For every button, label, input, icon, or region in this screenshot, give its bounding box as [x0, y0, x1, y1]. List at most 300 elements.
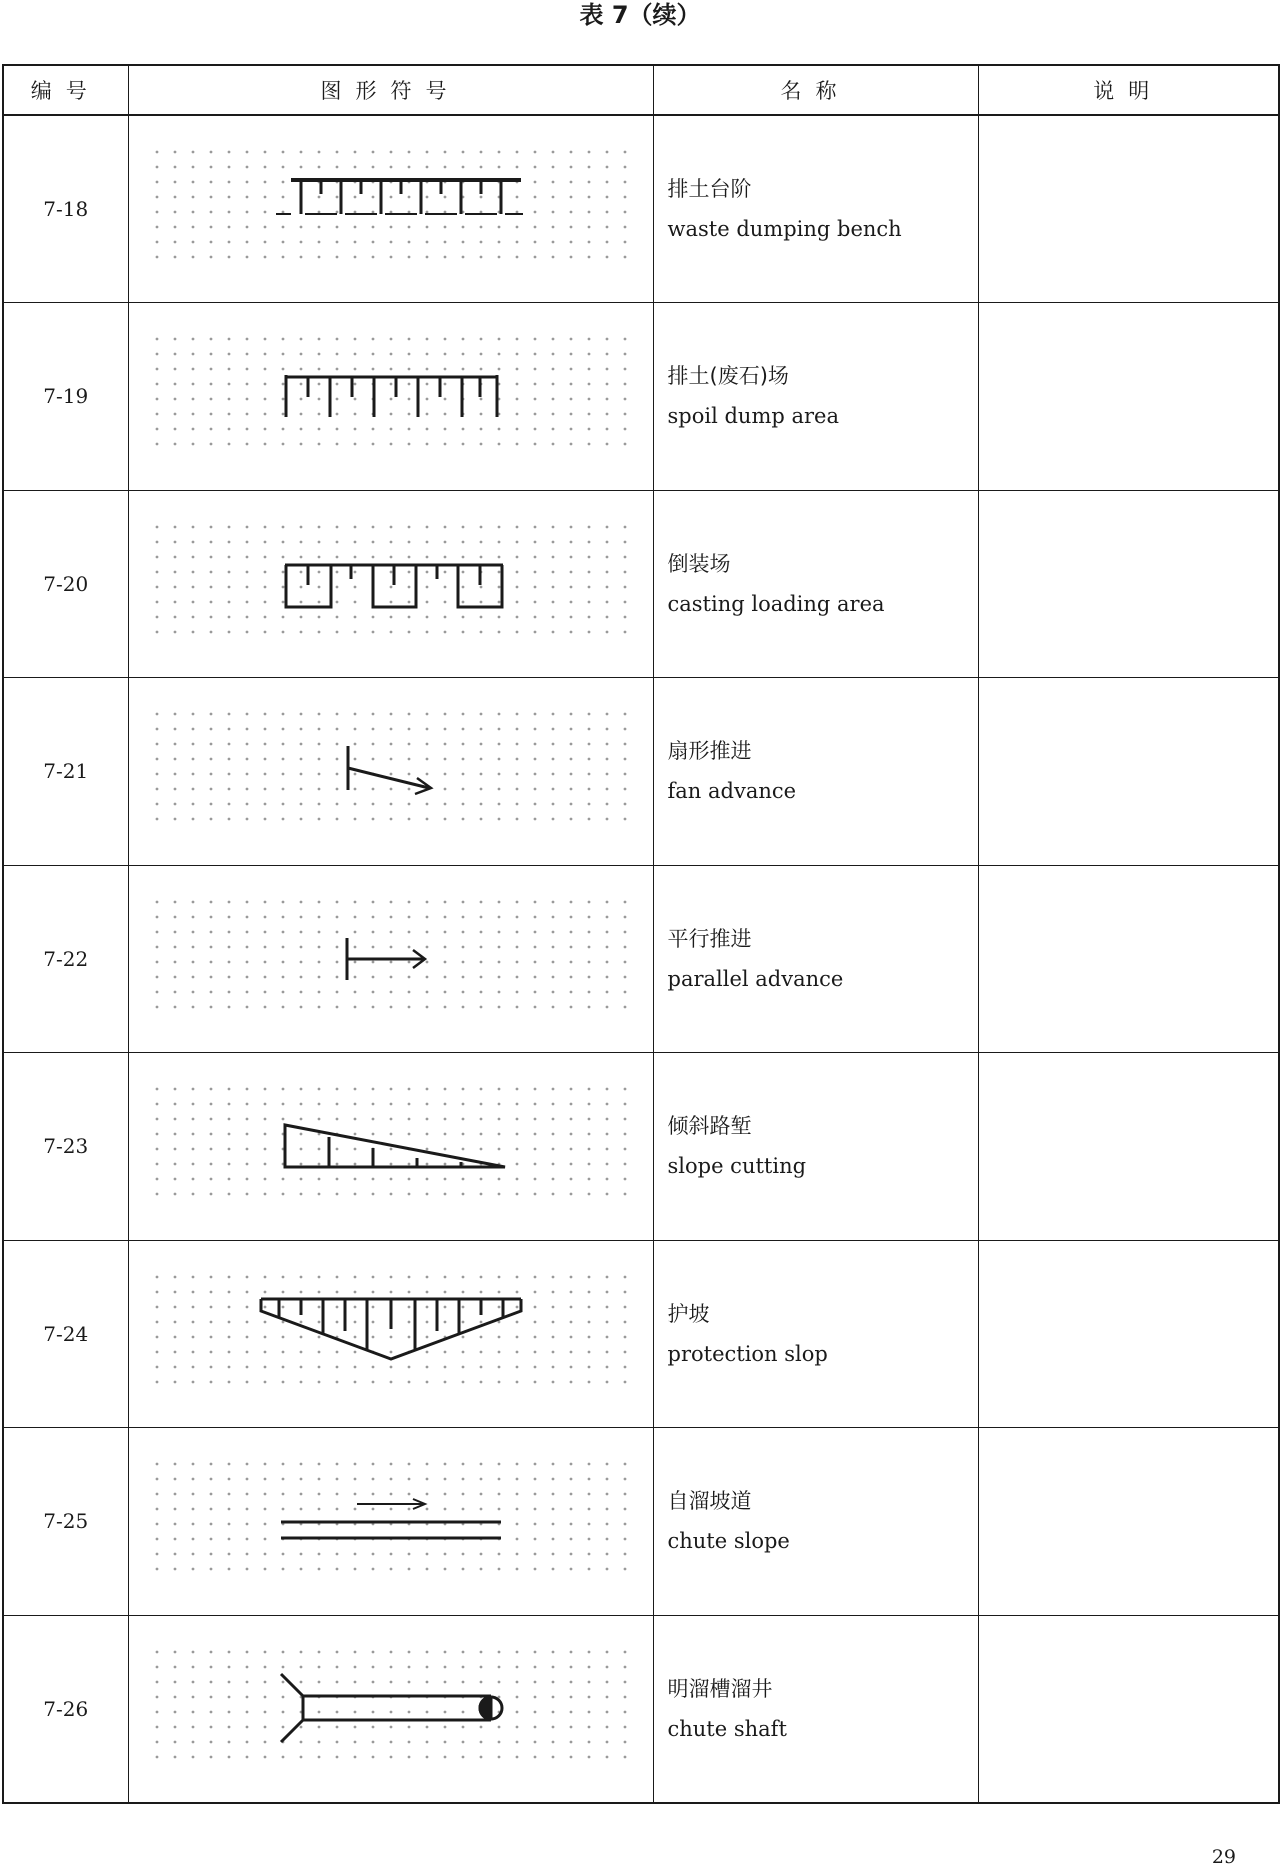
grid-dot	[317, 1118, 320, 1121]
grid-dot	[317, 1740, 320, 1743]
grid-dot	[281, 1365, 284, 1368]
grid-dot	[569, 803, 572, 806]
grid-dot	[623, 1508, 626, 1511]
grid-dot	[515, 990, 518, 993]
grid-dot	[317, 1508, 320, 1511]
grid-dot	[407, 930, 410, 933]
grid-dot	[353, 1380, 356, 1383]
grid-dot	[299, 1163, 302, 1166]
grid-dot	[335, 758, 338, 761]
grid-dot	[299, 1463, 302, 1466]
grid-dot	[587, 758, 590, 761]
grid-dot	[317, 990, 320, 993]
grid-dot	[191, 1568, 194, 1571]
grid-dot	[515, 788, 518, 791]
grid-dot	[263, 1665, 266, 1668]
grid-dot	[443, 1320, 446, 1323]
grid-dot	[299, 555, 302, 558]
grid-dot	[443, 338, 446, 341]
grid-dot	[191, 1508, 194, 1511]
grid-dot	[209, 1380, 212, 1383]
grid-dot	[587, 945, 590, 948]
grid-dot	[227, 525, 230, 528]
grid-dot	[407, 728, 410, 731]
grid-dot	[389, 788, 392, 791]
grid-dot	[227, 1118, 230, 1121]
grid-dot	[551, 1463, 554, 1466]
grid-dot	[515, 818, 518, 821]
grid-dot	[263, 1088, 266, 1091]
grid-dot	[425, 1290, 428, 1293]
grid-dot	[461, 930, 464, 933]
grid-dot	[155, 443, 158, 446]
grid-dot	[317, 555, 320, 558]
grid-dot	[551, 1335, 554, 1338]
grid-dot	[173, 930, 176, 933]
grid-dot	[335, 1725, 338, 1728]
grid-dot	[587, 181, 590, 184]
grid-dot	[497, 368, 500, 371]
grid-dot	[227, 1178, 230, 1181]
grid-dot	[245, 338, 248, 341]
grid-dot	[605, 1740, 608, 1743]
grid-dot	[245, 1193, 248, 1196]
grid-dot	[245, 1305, 248, 1308]
grid-dot	[209, 1740, 212, 1743]
grid-dot	[353, 1103, 356, 1106]
grid-dot	[587, 1305, 590, 1308]
grid-dot	[335, 1553, 338, 1556]
grid-dot	[281, 540, 284, 543]
grid-dot	[515, 915, 518, 918]
grid-dot	[533, 1103, 536, 1106]
grid-dot	[155, 368, 158, 371]
symbol-cell	[128, 490, 653, 678]
grid-dot	[587, 615, 590, 618]
grid-dot	[263, 1005, 266, 1008]
grid-dot	[263, 615, 266, 618]
grid-dot	[209, 758, 212, 761]
grid-dot	[353, 1463, 356, 1466]
symbol-cell	[128, 865, 653, 1053]
grid-dot	[191, 211, 194, 214]
description-cell	[978, 865, 1279, 1053]
grid-dot	[515, 1493, 518, 1496]
grid-dot	[479, 1508, 482, 1511]
grid-dot	[425, 226, 428, 229]
grid-dot	[389, 211, 392, 214]
grid-dot	[479, 166, 482, 169]
grid-dot	[605, 1680, 608, 1683]
grid-dot	[227, 788, 230, 791]
grid-dot	[587, 1755, 590, 1758]
grid-dot	[191, 1755, 194, 1758]
grid-dot	[281, 443, 284, 446]
grid-dot	[209, 1493, 212, 1496]
grid-dot	[515, 525, 518, 528]
grid-dot	[533, 1695, 536, 1698]
grid-dot	[173, 1710, 176, 1713]
grid-dot	[227, 1523, 230, 1526]
grid-dot	[227, 353, 230, 356]
grid-dot	[227, 241, 230, 244]
grid-dot	[497, 525, 500, 528]
grid-dot	[335, 990, 338, 993]
grid-dot	[551, 1478, 554, 1481]
grid-dot	[353, 353, 356, 356]
grid-dot	[389, 1463, 392, 1466]
grid-dot	[533, 1665, 536, 1668]
grid-dot	[155, 818, 158, 821]
grid-dot	[389, 1103, 392, 1106]
grid-dot	[263, 398, 266, 401]
grid-dot	[533, 413, 536, 416]
grid-dot	[569, 368, 572, 371]
grid-dot	[245, 728, 248, 731]
grid-dot	[605, 1710, 608, 1713]
grid-dot	[515, 900, 518, 903]
grid-dot	[389, 600, 392, 603]
grid-dot	[173, 818, 176, 821]
grid-dot	[227, 1755, 230, 1758]
row-number: 7-24	[3, 1240, 128, 1428]
grid-dot	[281, 428, 284, 431]
grid-dot	[461, 1665, 464, 1668]
grid-dot	[281, 1755, 284, 1758]
grid-dot	[443, 1005, 446, 1008]
grid-dot	[155, 338, 158, 341]
grid-dot	[479, 1178, 482, 1181]
grid-dot	[317, 570, 320, 573]
grid-dot	[281, 585, 284, 588]
grid-dot	[173, 1380, 176, 1383]
grid-dot	[497, 1290, 500, 1293]
grid-dot	[245, 1523, 248, 1526]
grid-dot	[587, 1133, 590, 1136]
grid-dot	[515, 338, 518, 341]
grid-dot	[371, 338, 374, 341]
grid-dot	[425, 945, 428, 948]
grid-dot	[353, 600, 356, 603]
grid-dot	[281, 555, 284, 558]
grid-dot	[191, 1493, 194, 1496]
grid-dot	[245, 743, 248, 746]
grid-dot	[209, 915, 212, 918]
grid-dot	[425, 1148, 428, 1151]
grid-dot	[389, 1178, 392, 1181]
grid-dot	[551, 1493, 554, 1496]
grid-dot	[209, 585, 212, 588]
grid-dot	[227, 428, 230, 431]
grid-dot	[623, 743, 626, 746]
grid-dot	[479, 960, 482, 963]
grid-dot	[515, 166, 518, 169]
grid-dot	[281, 211, 284, 214]
grid-dot	[263, 960, 266, 963]
grid-dot	[173, 1148, 176, 1151]
grid-dot	[263, 818, 266, 821]
grid-dot	[353, 211, 356, 214]
grid-dot	[551, 1665, 554, 1668]
grid-dot	[155, 525, 158, 528]
grid-dot	[551, 1178, 554, 1181]
grid-dot	[551, 630, 554, 633]
grid-dot	[281, 803, 284, 806]
grid-dot	[209, 555, 212, 558]
grid-dot	[407, 211, 410, 214]
row-number: 7-25	[3, 1428, 128, 1616]
grid-dot	[407, 1710, 410, 1713]
fan-advance-symbol	[151, 706, 631, 836]
grid-dot	[263, 1148, 266, 1151]
grid-dot	[227, 975, 230, 978]
grid-dot	[551, 990, 554, 993]
grid-dot	[263, 1695, 266, 1698]
grid-dot	[497, 1680, 500, 1683]
description-cell	[978, 303, 1279, 491]
grid-dot	[479, 1725, 482, 1728]
grid-dot	[443, 1178, 446, 1181]
grid-dot	[209, 803, 212, 806]
grid-dot	[353, 743, 356, 746]
grid-dot	[317, 960, 320, 963]
grid-dot	[389, 1568, 392, 1571]
grid-dot	[569, 728, 572, 731]
grid-dot	[389, 1118, 392, 1121]
grid-dot	[209, 151, 212, 154]
grid-dot	[623, 226, 626, 229]
grid-dot	[173, 413, 176, 416]
grid-dot	[263, 1523, 266, 1526]
grid-dot	[263, 788, 266, 791]
grid-dot	[317, 585, 320, 588]
grid-dot	[551, 1275, 554, 1278]
grid-dot	[227, 713, 230, 716]
grid-dot	[263, 151, 266, 154]
grid-dot	[281, 1463, 284, 1466]
grid-dot	[407, 1290, 410, 1293]
grid-dot	[299, 428, 302, 431]
grid-dot	[209, 241, 212, 244]
grid-dot	[461, 1178, 464, 1181]
grid-dot	[515, 1680, 518, 1683]
grid-dot	[425, 1275, 428, 1278]
grid-dot	[623, 600, 626, 603]
grid-dot	[569, 383, 572, 386]
grid-dot	[569, 1478, 572, 1481]
grid-dot	[425, 1463, 428, 1466]
grid-dot	[335, 743, 338, 746]
grid-dot	[407, 1665, 410, 1668]
grid-dot	[353, 1665, 356, 1668]
grid-dot	[443, 256, 446, 259]
grid-dot	[173, 1680, 176, 1683]
grid-dot	[335, 1740, 338, 1743]
grid-dot	[533, 900, 536, 903]
grid-dot	[335, 1193, 338, 1196]
grid-dot	[425, 1665, 428, 1668]
grid-dot	[155, 1275, 158, 1278]
grid-dot	[371, 443, 374, 446]
grid-dot	[479, 1118, 482, 1121]
grid-dot	[173, 525, 176, 528]
grid-dot	[407, 990, 410, 993]
grid-dot	[497, 1365, 500, 1368]
grid-dot	[425, 196, 428, 199]
grid-dot	[587, 1680, 590, 1683]
grid-dot	[587, 990, 590, 993]
name-chinese: 排土台阶	[667, 177, 752, 201]
description-cell	[978, 115, 1279, 303]
grid-dot	[353, 803, 356, 806]
grid-dot	[263, 975, 266, 978]
grid-dot	[263, 368, 266, 371]
grid-dot	[263, 256, 266, 259]
grid-dot	[587, 1320, 590, 1323]
grid-dot	[515, 1463, 518, 1466]
grid-dot	[389, 728, 392, 731]
grid-dot	[443, 743, 446, 746]
grid-dot	[623, 1725, 626, 1728]
grid-dot	[191, 1695, 194, 1698]
grid-dot	[461, 570, 464, 573]
grid-dot	[587, 713, 590, 716]
grid-dot	[443, 211, 446, 214]
grid-dot	[173, 166, 176, 169]
grid-dot	[155, 960, 158, 963]
grid-dot	[245, 975, 248, 978]
grid-dot	[209, 443, 212, 446]
grid-dot	[245, 1178, 248, 1181]
grid-dot	[479, 773, 482, 776]
grid-dot	[155, 930, 158, 933]
grid-dot	[335, 1350, 338, 1353]
grid-dot	[299, 1365, 302, 1368]
grid-dot	[227, 1538, 230, 1541]
grid-dot	[317, 383, 320, 386]
grid-dot	[497, 1650, 500, 1653]
grid-dot	[605, 915, 608, 918]
slope-cutting-symbol	[151, 1081, 631, 1211]
grid-dot	[551, 1133, 554, 1136]
grid-dot	[209, 1118, 212, 1121]
grid-dot	[227, 600, 230, 603]
grid-dot	[389, 166, 392, 169]
grid-dot	[551, 1365, 554, 1368]
grid-dot	[407, 428, 410, 431]
grid-dot	[371, 256, 374, 259]
grid-dot	[533, 211, 536, 214]
grid-dot	[389, 540, 392, 543]
grid-dot	[623, 1478, 626, 1481]
grid-dot	[371, 196, 374, 199]
grid-dot	[605, 945, 608, 948]
grid-dot	[371, 525, 374, 528]
grid-dot	[371, 1553, 374, 1556]
grid-dot	[425, 600, 428, 603]
grid-dot	[173, 1103, 176, 1106]
grid-dot	[587, 975, 590, 978]
grid-dot	[389, 1478, 392, 1481]
grid-dot	[209, 1163, 212, 1166]
grid-dot	[371, 166, 374, 169]
grid-dot	[191, 615, 194, 618]
grid-dot	[155, 1553, 158, 1556]
grid-dot	[461, 555, 464, 558]
grid-dot	[479, 1335, 482, 1338]
grid-dot	[443, 1665, 446, 1668]
row-number: 7-19	[3, 303, 128, 491]
grid-dot	[155, 398, 158, 401]
grid-dot	[407, 1478, 410, 1481]
grid-dot	[335, 368, 338, 371]
grid-dot	[533, 960, 536, 963]
grid-dot	[209, 1695, 212, 1698]
grid-dot	[407, 803, 410, 806]
grid-dot	[461, 1508, 464, 1511]
grid-dot	[227, 1680, 230, 1683]
grid-dot	[155, 570, 158, 573]
grid-dot	[443, 1463, 446, 1466]
grid-dot	[551, 713, 554, 716]
grid-dot	[245, 773, 248, 776]
grid-dot	[155, 900, 158, 903]
grid-dot	[497, 615, 500, 618]
grid-dot	[173, 1133, 176, 1136]
grid-dot	[425, 353, 428, 356]
grid-dot	[155, 1290, 158, 1293]
grid-dot	[497, 803, 500, 806]
grid-dot	[461, 443, 464, 446]
grid-dot	[461, 1350, 464, 1353]
grid-dot	[623, 803, 626, 806]
grid-dot	[515, 1290, 518, 1293]
description-cell	[978, 1428, 1279, 1616]
grid-dot	[515, 1365, 518, 1368]
grid-dot	[389, 1665, 392, 1668]
symbol-cell	[128, 115, 653, 303]
grid-dot	[389, 1350, 392, 1353]
grid-dot	[587, 930, 590, 933]
grid-dot	[587, 1695, 590, 1698]
grid-dot	[587, 1193, 590, 1196]
grid-dot	[407, 1553, 410, 1556]
grid-dot	[245, 1650, 248, 1653]
grid-dot	[443, 353, 446, 356]
grid-dot	[281, 1193, 284, 1196]
grid-dot	[425, 1740, 428, 1743]
grid-dot	[245, 398, 248, 401]
grid-dot	[623, 1118, 626, 1121]
grid-dot	[515, 1005, 518, 1008]
table-row	[3, 1053, 1279, 1241]
grid-dot	[191, 181, 194, 184]
grid-dot	[515, 630, 518, 633]
grid-dot	[479, 1365, 482, 1368]
grid-dot	[263, 1275, 266, 1278]
grid-dot	[569, 241, 572, 244]
grid-dot	[551, 570, 554, 573]
grid-dot	[605, 975, 608, 978]
grid-dot	[461, 1335, 464, 1338]
grid-dot	[407, 1365, 410, 1368]
grid-dot	[389, 975, 392, 978]
grid-dot	[533, 945, 536, 948]
grid-dot	[227, 1148, 230, 1151]
grid-dot	[389, 196, 392, 199]
name-chinese: 平行推进	[667, 926, 752, 951]
grid-dot	[407, 1380, 410, 1383]
